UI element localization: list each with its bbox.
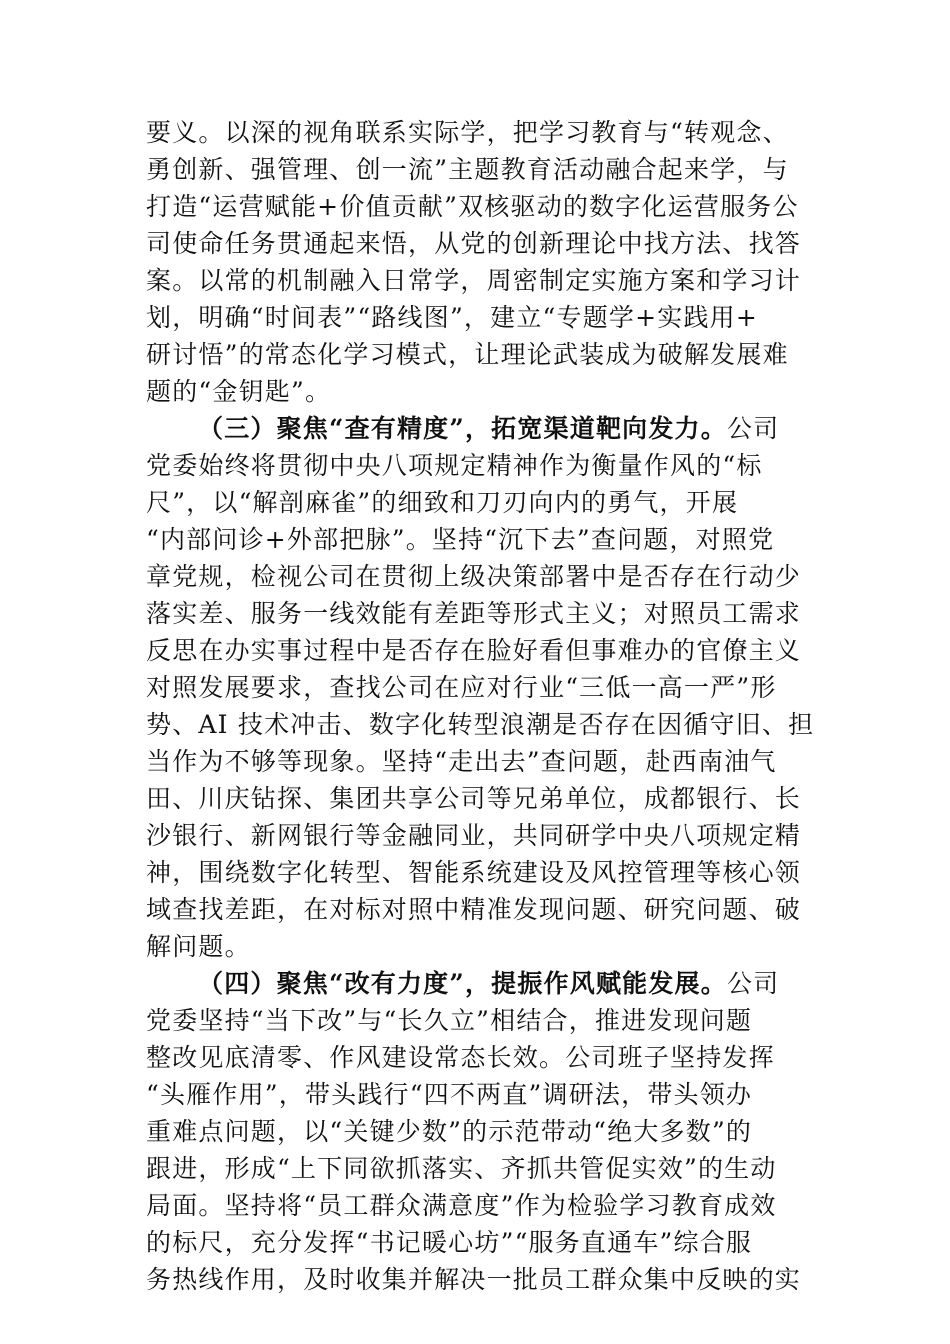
text-line: 田、川庆钻探、集团共享公司等兄弟单位，成都银行、长 — [146, 784, 802, 813]
text-line: 章党规，检视公司在贯彻上级决策部署中是否存在行动少 — [146, 562, 802, 591]
text-line: 题的“金钥匙”。 — [146, 377, 332, 406]
text-line: 域查找差距，在对标对照中精准发现问题、研究问题、破 — [146, 895, 802, 924]
text-fragment: 公司 — [726, 969, 780, 998]
paragraph-first-line — [146, 410, 806, 447]
text-line: 沙银行、新网银行等金融同业，共同研学中央八项规定精 — [146, 821, 802, 850]
text-line: 对照发展要求，查找公司在应对行业“三低一高一严”形 — [146, 673, 777, 702]
text-line: 司使命任务贯通起来悟，从党的创新理论中找方法、找答 — [146, 229, 802, 258]
text-line: 党委坚持“当下改”与“长久立”相结合，推进发现问题 — [146, 1006, 753, 1035]
text-line: 整改见底清零、作风建设常态长效。公司班子坚持发挥 — [146, 1043, 775, 1072]
paragraph-3 — [146, 965, 806, 1298]
text-line: 案。以常的机制融入日常学，周密制定实施方案和学习计 — [146, 266, 802, 295]
text-line: 当作为不够等现象。坚持“走出去”查问题，赴西南油气 — [146, 747, 777, 776]
text-line: 解问题。 — [146, 932, 251, 961]
text-fragment: 公司 — [726, 414, 780, 443]
paragraph-first-line — [146, 965, 806, 1002]
text-line: 党委始终将贯彻中央八项规定精神作为衡量作风的“标 — [146, 451, 763, 480]
text-line: 研讨悟”的常态化学习模式，让理论武装成为破解发展难 — [146, 340, 789, 369]
text-line: 划，明确“时间表”“路线图”，建立“专题学+实践用+ — [146, 303, 759, 332]
section-heading: （三）聚焦“查有精度”，拓宽渠道靶向发力。 — [198, 414, 727, 443]
text-line: 重难点问题，以“关键少数”的示范带动“绝大多数”的 — [146, 1117, 753, 1146]
text-line: 务热线作用，及时收集并解决一批员工群众集中反映的实 — [146, 1265, 802, 1294]
text-line: 的标尺，充分发挥“书记暖心坊”“服务直通车”综合服 — [146, 1228, 753, 1257]
text-line: 跟进，形成“上下同欲抓落实、齐抓共管促实效”的生动 — [146, 1154, 777, 1183]
text-line: 反思在办实事过程中是否存在脸好看但事难办的官僚主义 — [146, 636, 802, 665]
paragraph-2 — [146, 410, 815, 965]
text-line: 勇创新、强管理、创一流”主题教育活动融合起来学，与 — [146, 155, 789, 184]
text-line: 尺”，以“解剖麻雀”的细致和刀刃向内的勇气，开展 — [146, 488, 739, 517]
paragraph-1 — [146, 114, 806, 410]
text-line: “头雁作用”，带头践行“四不两直”调研法，带头领办 — [146, 1080, 753, 1109]
text-line: 势、AI 技术冲击、数字化转型浪潮是否存在因循守旧、担 — [146, 710, 815, 739]
text-line: 要义。以深的视角联系实际学，把学习教育与“转观念、 — [146, 118, 789, 147]
document-page — [146, 114, 815, 1298]
text-line: “内部问诊+外部把脉”。坚持“沉下去”查问题，对照党 — [146, 525, 775, 554]
section-heading: （四）聚焦“改有力度”，提振作风赋能发展。 — [198, 969, 727, 998]
text-line: 神，围绕数字化转型、智能系统建设及风控管理等核心领 — [146, 858, 802, 887]
text-line: 打造“运营赋能+价值贡献”双核驱动的数字化运营服务公 — [146, 192, 799, 221]
text-line: 落实差、服务一线效能有差距等形式主义；对照员工需求 — [146, 599, 802, 628]
text-line: 局面。坚持将“员工群众满意度”作为检验学习教育成效 — [146, 1191, 777, 1220]
